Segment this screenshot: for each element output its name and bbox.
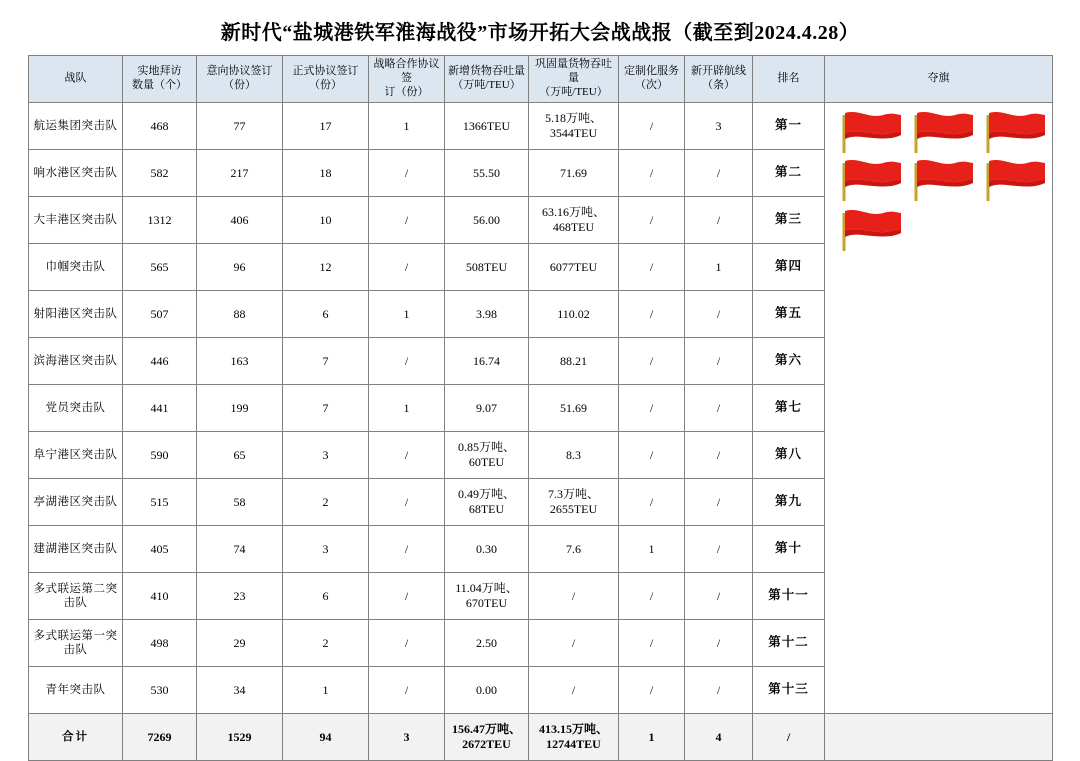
cell-team: 建湖港区突击队	[29, 526, 123, 573]
cell-custom: /	[619, 197, 685, 244]
col-formal: 正式协议签订 （份）	[283, 56, 369, 103]
cell-routes: /	[685, 150, 753, 197]
cell-formal: 18	[283, 150, 369, 197]
cell-formal: 12	[283, 244, 369, 291]
flag-icon	[983, 109, 1049, 155]
cell-strategic: /	[369, 244, 445, 291]
cell-routes: /	[685, 291, 753, 338]
flag-icon	[839, 157, 905, 203]
cell-new-volume: 16.74	[445, 338, 529, 385]
flag-icon	[839, 109, 905, 155]
cell-formal: 17	[283, 103, 369, 150]
cell-new-volume: 0.85万吨、 60TEU	[445, 432, 529, 479]
col-rank: 排名	[753, 56, 825, 103]
col-flags: 夺旗	[825, 56, 1053, 103]
cell-strategic: 1	[369, 291, 445, 338]
cell-custom: /	[619, 385, 685, 432]
cell-routes: /	[685, 197, 753, 244]
cell-consolidated: 7.6	[529, 526, 619, 573]
cell-routes: /	[685, 479, 753, 526]
cell-flags-total	[825, 714, 1053, 761]
cell-team: 党员突击队	[29, 385, 123, 432]
cell-new-volume: 0.49万吨、 68TEU	[445, 479, 529, 526]
cell-custom: /	[619, 291, 685, 338]
cell-visits: 410	[123, 573, 197, 620]
cell-team: 多式联运第二突击队	[29, 573, 123, 620]
cell-intent: 74	[197, 526, 283, 573]
cell-strategic: /	[369, 150, 445, 197]
cell-team: 阜宁港区突击队	[29, 432, 123, 479]
cell-rank: 第八	[753, 432, 825, 479]
cell-custom: /	[619, 620, 685, 667]
cell-consolidated: /	[529, 667, 619, 714]
cell-intent: 65	[197, 432, 283, 479]
cell-intent: 217	[197, 150, 283, 197]
cell-visits: 565	[123, 244, 197, 291]
cell-routes: /	[685, 432, 753, 479]
cell-intent: 58	[197, 479, 283, 526]
cell-formal: 7	[283, 338, 369, 385]
cell-team-total: 合计	[29, 714, 123, 761]
cell-routes: /	[685, 667, 753, 714]
cell-formal: 2	[283, 620, 369, 667]
cell-new-volume: 3.98	[445, 291, 529, 338]
table-row	[29, 103, 1053, 150]
cell-strategic: 1	[369, 103, 445, 150]
cell-consolidated: 6077TEU	[529, 244, 619, 291]
cell-intent: 96	[197, 244, 283, 291]
cell-routes: /	[685, 385, 753, 432]
cell-visits: 582	[123, 150, 197, 197]
cell-custom: /	[619, 573, 685, 620]
cell-new-volume: 9.07	[445, 385, 529, 432]
table-header	[29, 56, 1053, 103]
cell-intent: 29	[197, 620, 283, 667]
flag-icon	[911, 157, 977, 203]
cell-intent-total: 1529	[197, 714, 283, 761]
cell-new-volume: 11.04万吨、 670TEU	[445, 573, 529, 620]
cell-formal: 3	[283, 432, 369, 479]
cell-team: 巾帼突击队	[29, 244, 123, 291]
cell-formal: 10	[283, 197, 369, 244]
cell-visits: 468	[123, 103, 197, 150]
cell-visits: 530	[123, 667, 197, 714]
cell-intent: 77	[197, 103, 283, 150]
cell-team: 青年突击队	[29, 667, 123, 714]
cell-routes-total: 4	[685, 714, 753, 761]
total-row	[29, 714, 1053, 761]
cell-strategic: /	[369, 620, 445, 667]
cell-routes: 3	[685, 103, 753, 150]
col-intent: 意向协议签订 （份）	[197, 56, 283, 103]
cell-strategic: /	[369, 338, 445, 385]
cell-new-volume-total: 156.47万吨、 2672TEU	[445, 714, 529, 761]
cell-team: 滨海港区突击队	[29, 338, 123, 385]
flag-area	[825, 103, 1052, 713]
col-team: 战队	[29, 56, 123, 103]
cell-routes: 1	[685, 244, 753, 291]
cell-consolidated: 88.21	[529, 338, 619, 385]
cell-new-volume: 1366TEU	[445, 103, 529, 150]
cell-intent: 34	[197, 667, 283, 714]
cell-consolidated: 63.16万吨、 468TEU	[529, 197, 619, 244]
cell-custom: /	[619, 667, 685, 714]
cell-rank: 第九	[753, 479, 825, 526]
cell-visits: 590	[123, 432, 197, 479]
cell-routes: /	[685, 338, 753, 385]
cell-strategic: /	[369, 573, 445, 620]
cell-routes: /	[685, 620, 753, 667]
cell-strategic: /	[369, 526, 445, 573]
cell-custom: 1	[619, 526, 685, 573]
cell-rank: 第一	[753, 103, 825, 150]
cell-formal: 6	[283, 291, 369, 338]
cell-custom-total: 1	[619, 714, 685, 761]
cell-new-volume: 0.30	[445, 526, 529, 573]
col-consolidated: 巩固量货物吞吐量 （万吨/TEU）	[529, 56, 619, 103]
cell-team: 航运集团突击队	[29, 103, 123, 150]
table-body	[29, 103, 1053, 761]
cell-team: 大丰港区突击队	[29, 197, 123, 244]
cell-rank: 第十二	[753, 620, 825, 667]
cell-formal: 2	[283, 479, 369, 526]
cell-team: 亭湖港区突击队	[29, 479, 123, 526]
cell-strategic: /	[369, 197, 445, 244]
cell-intent: 163	[197, 338, 283, 385]
cell-formal: 7	[283, 385, 369, 432]
cell-custom: /	[619, 432, 685, 479]
col-strategic: 战略合作协议签 订（份）	[369, 56, 445, 103]
cell-formal: 6	[283, 573, 369, 620]
col-visits: 实地拜访 数量（个）	[123, 56, 197, 103]
cell-rank: 第四	[753, 244, 825, 291]
cell-rank: 第五	[753, 291, 825, 338]
cell-strategic: /	[369, 479, 445, 526]
cell-custom: /	[619, 103, 685, 150]
cell-new-volume: 2.50	[445, 620, 529, 667]
flag-icon	[911, 109, 977, 155]
cell-intent: 88	[197, 291, 283, 338]
cell-custom: /	[619, 244, 685, 291]
cell-rank: 第三	[753, 197, 825, 244]
cell-formal-total: 94	[283, 714, 369, 761]
cell-visits: 441	[123, 385, 197, 432]
cell-rank: 第十一	[753, 573, 825, 620]
cell-visits: 446	[123, 338, 197, 385]
cell-new-volume: 0.00	[445, 667, 529, 714]
col-new-routes: 新开辟航线 （条）	[685, 56, 753, 103]
cell-team: 射阳港区突击队	[29, 291, 123, 338]
cell-consolidated: 71.69	[529, 150, 619, 197]
cell-visits: 498	[123, 620, 197, 667]
cell-consolidated: 7.3万吨、 2655TEU	[529, 479, 619, 526]
cell-visits: 515	[123, 479, 197, 526]
cell-team: 多式联运第一突击队	[29, 620, 123, 667]
cell-strategic: 1	[369, 385, 445, 432]
cell-custom: /	[619, 338, 685, 385]
cell-consolidated: 110.02	[529, 291, 619, 338]
cell-intent: 23	[197, 573, 283, 620]
cell-intent: 406	[197, 197, 283, 244]
table-container	[0, 55, 1080, 761]
cell-new-volume: 55.50	[445, 150, 529, 197]
col-new-volume: 新增货物吞吐量 （万吨/TEU）	[445, 56, 529, 103]
cell-rank: 第七	[753, 385, 825, 432]
cell-visits-total: 7269	[123, 714, 197, 761]
cell-rank: 第十三	[753, 667, 825, 714]
cell-consolidated: 8.3	[529, 432, 619, 479]
header-row	[29, 56, 1053, 103]
cell-team: 响水港区突击队	[29, 150, 123, 197]
cell-consolidated: /	[529, 620, 619, 667]
cell-formal: 1	[283, 667, 369, 714]
col-custom-service: 定制化服务 （次）	[619, 56, 685, 103]
cell-consolidated-total: 413.15万吨、 12744TEU	[529, 714, 619, 761]
cell-flags	[825, 103, 1053, 714]
page-title: 新时代“盐城港铁军淮海战役”市场开拓大会战战报（截至到2024.4.28）	[220, 22, 860, 44]
cell-consolidated: /	[529, 573, 619, 620]
cell-custom: /	[619, 479, 685, 526]
battle-report-table	[28, 55, 1053, 761]
cell-consolidated: 5.18万吨、 3544TEU	[529, 103, 619, 150]
flag-icon	[839, 207, 905, 253]
cell-rank: 第六	[753, 338, 825, 385]
cell-rank: 第十	[753, 526, 825, 573]
cell-visits: 405	[123, 526, 197, 573]
cell-visits: 507	[123, 291, 197, 338]
cell-rank-total: /	[753, 714, 825, 761]
cell-new-volume: 56.00	[445, 197, 529, 244]
cell-formal: 3	[283, 526, 369, 573]
cell-routes: /	[685, 573, 753, 620]
cell-new-volume: 508TEU	[445, 244, 529, 291]
cell-strategic: /	[369, 432, 445, 479]
cell-consolidated: 51.69	[529, 385, 619, 432]
cell-strategic: /	[369, 667, 445, 714]
flag-icon	[983, 157, 1049, 203]
cell-custom: /	[619, 150, 685, 197]
cell-rank: 第二	[753, 150, 825, 197]
cell-routes: /	[685, 526, 753, 573]
cell-strategic-total: 3	[369, 714, 445, 761]
cell-intent: 199	[197, 385, 283, 432]
cell-visits: 1312	[123, 197, 197, 244]
